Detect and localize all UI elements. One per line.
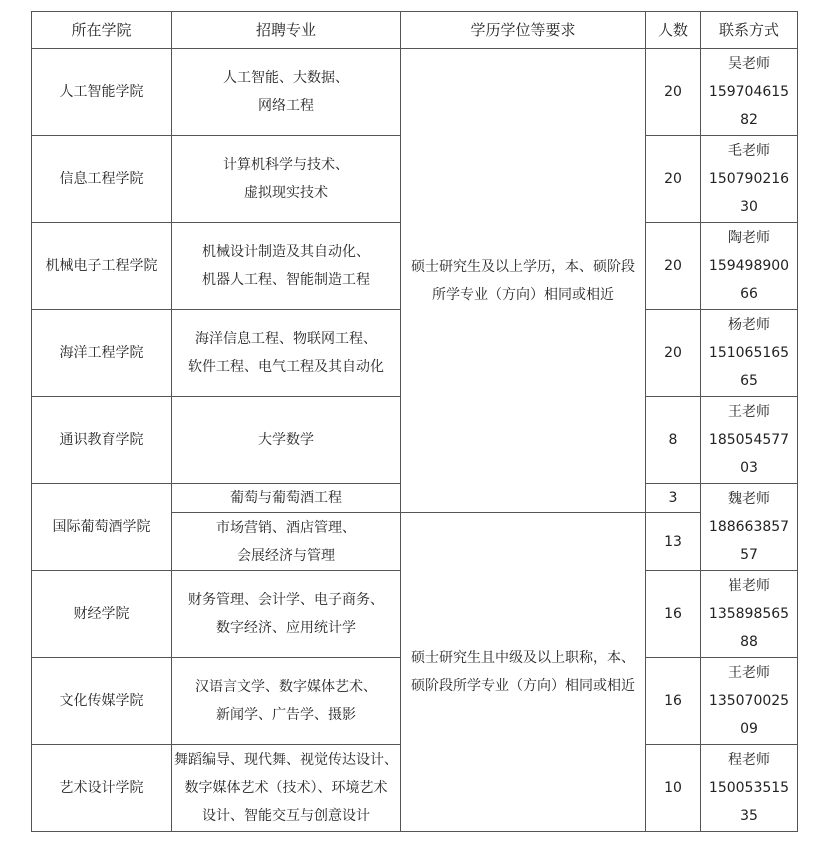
major-cell: 机械设计制造及其自动化、 机器人工程、智能制造工程 — [172, 223, 401, 310]
count-cell: 16 — [646, 571, 701, 658]
contact-cell: 陶老师 159498900 66 — [701, 223, 798, 310]
major-cell: 舞蹈编导、现代舞、视觉传达设计、 数字媒体艺术（技术）、环境艺术 设计、智能交互与创意设计 — [172, 745, 401, 832]
college-cell: 机械电子工程学院 — [32, 223, 172, 310]
contact-cell: 杨老师 151065165 65 — [701, 310, 798, 397]
major-cell: 葡萄与葡萄酒工程 — [172, 484, 401, 513]
count-cell: 10 — [646, 745, 701, 832]
college-cell: 信息工程学院 — [32, 136, 172, 223]
count-cell: 13 — [646, 513, 701, 571]
header-contact: 联系方式 — [701, 12, 798, 49]
contact-cell: 崔老师 135898565 88 — [701, 571, 798, 658]
contact-cell: 魏老师 188663857 57 — [701, 484, 798, 571]
contact-cell: 毛老师 150790216 30 — [701, 136, 798, 223]
count-cell: 20 — [646, 136, 701, 223]
college-cell: 财经学院 — [32, 571, 172, 658]
header-major: 招聘专业 — [172, 12, 401, 49]
count-cell: 20 — [646, 49, 701, 136]
recruitment-table — [31, 11, 798, 832]
education-cell: 硕士研究生及以上学历，本、硕阶段 所学专业（方向）相同或相近 — [401, 49, 646, 513]
header-row — [32, 12, 798, 49]
major-cell: 海洋信息工程、物联网工程、 软件工程、电气工程及其自动化 — [172, 310, 401, 397]
major-cell: 计算机科学与技术、 虚拟现实技术 — [172, 136, 401, 223]
contact-cell: 王老师 185054577 03 — [701, 397, 798, 484]
header-college: 所在学院 — [32, 12, 172, 49]
contact-cell: 王老师 135070025 09 — [701, 658, 798, 745]
college-cell: 国际葡萄酒学院 — [32, 484, 172, 571]
major-cell: 市场营销、酒店管理、 会展经济与管理 — [172, 513, 401, 571]
contact-cell: 吴老师 159704615 82 — [701, 49, 798, 136]
college-cell: 艺术设计学院 — [32, 745, 172, 832]
major-cell: 汉语言文学、数字媒体艺术、 新闻学、广告学、摄影 — [172, 658, 401, 745]
count-cell: 3 — [646, 484, 701, 513]
header-education: 学历学位等要求 — [401, 12, 646, 49]
table-row — [32, 49, 798, 136]
college-cell: 文化传媒学院 — [32, 658, 172, 745]
count-cell: 8 — [646, 397, 701, 484]
header-count: 人数 — [646, 12, 701, 49]
count-cell: 16 — [646, 658, 701, 745]
count-cell: 20 — [646, 310, 701, 397]
major-cell: 人工智能、大数据、 网络工程 — [172, 49, 401, 136]
major-cell: 财务管理、会计学、电子商务、 数字经济、应用统计学 — [172, 571, 401, 658]
major-cell: 大学数学 — [172, 397, 401, 484]
college-cell: 通识教育学院 — [32, 397, 172, 484]
college-cell: 人工智能学院 — [32, 49, 172, 136]
contact-cell: 程老师 150053515 35 — [701, 745, 798, 832]
count-cell: 20 — [646, 223, 701, 310]
college-cell: 海洋工程学院 — [32, 310, 172, 397]
education-cell: 硕士研究生且中级及以上职称，本、 硕阶段所学专业（方向）相同或相近 — [401, 513, 646, 832]
